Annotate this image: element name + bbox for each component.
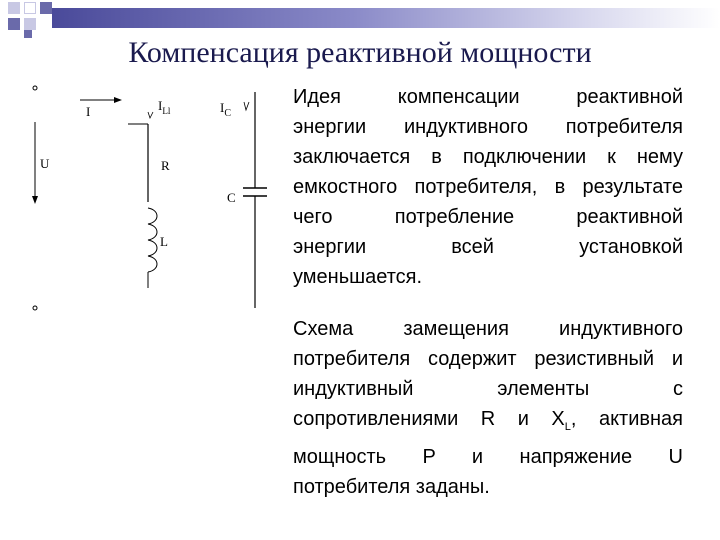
text-fragment: сопротивлениями R и X [293, 408, 565, 430]
paragraph-idea [293, 82, 683, 292]
paragraph-scheme [293, 314, 683, 502]
text-line: чего потребление реактивной [293, 206, 683, 228]
decor-square [24, 2, 36, 14]
voltage-label: U [40, 156, 50, 171]
inductor-label: L [160, 234, 168, 249]
text-line: энергии всей установкой [293, 236, 683, 258]
current-arrowhead [114, 97, 122, 103]
terminal-bottom [33, 306, 37, 310]
text-fragment: , активная [570, 408, 683, 430]
resistor-label: R [161, 158, 170, 173]
subscript-l: L [564, 421, 571, 433]
current-label: I [86, 104, 91, 119]
ic-marker [244, 102, 249, 110]
text-line: мощность P и напряжение U [293, 446, 683, 468]
text-line: Схема замещения индуктивного [293, 318, 683, 340]
il-label: $I_{Ll}$ [158, 98, 171, 116]
ic-label: $I_C$ [220, 100, 232, 119]
header-gradient-bar [52, 8, 720, 28]
text-line: энергии индуктивного потребителя [293, 116, 683, 138]
circuit-diagram [20, 82, 280, 322]
decor-square [40, 2, 52, 14]
voltage-arrowhead [32, 196, 38, 204]
text-line: уменьшается. [293, 266, 423, 288]
slide-title: Компенсация реактивной мощности [128, 36, 592, 69]
text-line: потребителя заданы. [293, 476, 490, 498]
decor-square [8, 2, 20, 14]
terminal-top [33, 86, 37, 90]
decor-square [8, 18, 20, 30]
text-line-with-subscript [293, 404, 683, 442]
text-line: емкостного потребителя, в результате [293, 176, 683, 198]
inductor-coil [148, 208, 157, 272]
text-line: потребителя содержит резистивный и [293, 348, 683, 370]
decor-square [24, 18, 36, 30]
capacitor-label: C [227, 190, 236, 205]
decorative-header [0, 0, 720, 40]
text-line: заключается в подключении к нему [293, 146, 683, 168]
text-line: индуктивный элементы с [293, 378, 683, 400]
text-line: Идея компенсации реактивной [293, 86, 683, 108]
il-marker [148, 112, 153, 118]
